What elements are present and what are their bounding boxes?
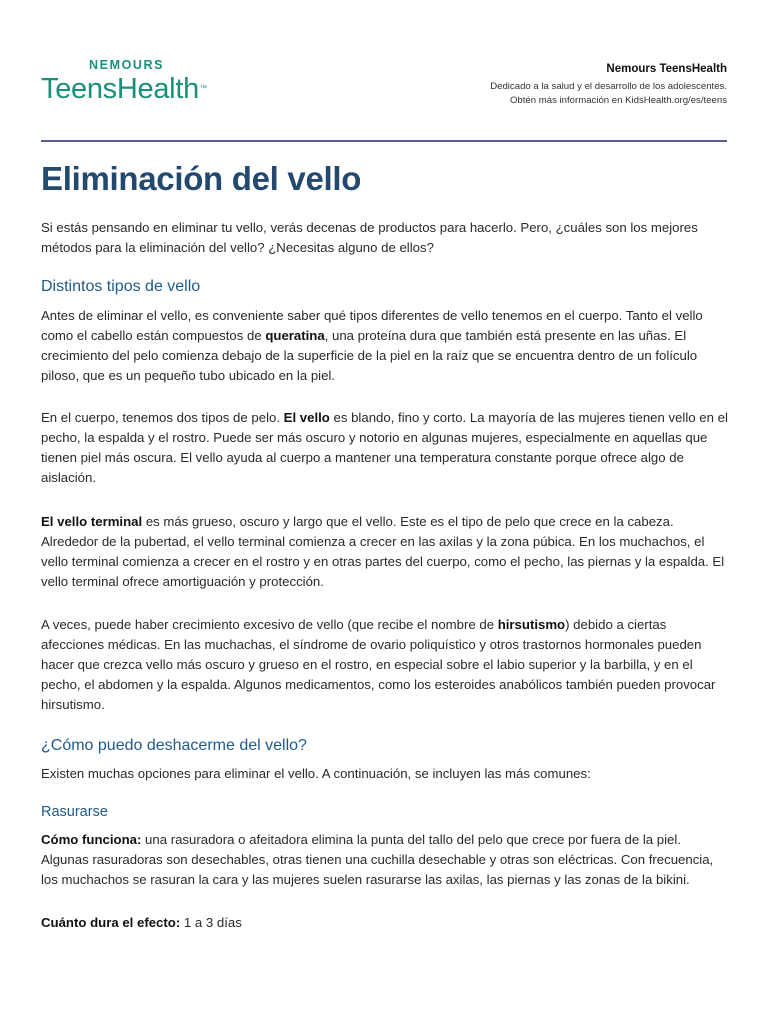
article: [41, 155, 731, 933]
term-vellus: El vello: [283, 410, 330, 425]
logo-nemours-text: NEMOURS: [89, 58, 165, 72]
label-how-it-works: Cómo funciona:: [41, 832, 142, 847]
paragraph-options: Existen muchas opciones para eliminar el vello. A continuación, se incluyen las más comunes:: [41, 766, 591, 781]
term-keratin: queratina: [265, 328, 325, 343]
logo-wordmark: TeensHealth: [41, 73, 199, 105]
paragraph-shaving-duration: Cuánto dura el efecto: 1 a 3 días: [41, 915, 242, 930]
paragraph-terminal: El vello terminal es más grueso, oscuro y largo que el vello. Este es el tipo de pelo que crece en la cabeza. Alrededor de la pubertad, el vello terminal comienza a crecer en las axilas y la zona púbica. En los muchachos, el vello terminal comienza a crecer en el rostro y en otras partes del cuerpo, como el pecho, las piernas y la espalda. El vello terminal ofrece amortiguación y protección.: [41, 514, 725, 589]
subheading-shaving: Rasurarse: [41, 804, 108, 820]
term-hirsutism: hirsutismo: [497, 617, 566, 632]
header-info: [347, 63, 727, 108]
intro-paragraph: Si estás pensando en eliminar tu vello, verás decenas de productos para hacerlo. Pero, ¿cuáles son los mejores métodos para la eliminación del vello? ¿Necesitas alguno de ellos?: [41, 220, 698, 255]
header-divider: [41, 140, 727, 142]
section-heading-removal: ¿Cómo puedo deshacerme del vello?: [41, 737, 307, 754]
paragraph-keratin: Antes de eliminar el vello, es conveniente saber qué tipos diferentes de vello tenemos en el cuerpo. Tanto el vello como el cabello están compuestos de queratina, una proteína dura que también está presente en las uñas. El crecimiento del pelo comienza debajo de la superficie de la piel en la raíz que se encuentra dentro de un folículo piloso, que es un pequeño tubo ubicado en la piel.: [41, 308, 703, 383]
paragraph-vellus: En el cuerpo, tenemos dos tipos de pelo. El vello es blando, fino y corto. La mayoría de las mujeres tienen vello en el pecho, la espalda y el rostro. Puede ser más oscuro y notorio en algunas mujeres, especialmente en aquellas que tienen piel más oscura. El vello ayuda al cuerpo a mantener una temperatura constante porque ofrece algo de aislación.: [41, 410, 728, 485]
tagline: Dedicado a la salud y el desarrollo de los adolescentes.: [490, 81, 727, 92]
page-title: Eliminación del vello: [41, 160, 362, 197]
org-name: Nemours TeensHealth: [606, 63, 727, 75]
section-heading-types: Distintos tipos de vello: [41, 278, 201, 295]
logo-trademark: ™: [199, 85, 207, 92]
term-terminal: El vello terminal: [41, 514, 143, 529]
teenshealth-logo: [41, 58, 207, 106]
paragraph-hirsutism: A veces, puede haber crecimiento excesivo de vello (que recibe el nombre de hirsutismo) debido a ciertas afecciones médicas. En las muchachas, el síndrome de ovario poliquístico y otros trastornos hormonales pueden hacer que crezca vello más oscuro y grueso en el rostro, en especial sobre el labio superior y la barbilla, y en el pecho, el abdomen y la espalda. Algunos medicamentos, como los esteroides anabólicos también pueden provocar hirsutismo.: [41, 617, 716, 712]
paragraph-shaving-how: Cómo funciona: una rasuradora o afeitadora elimina la punta del tallo del pelo que crece por fuera de la piel. Algunas rasuradoras son desechables, otras tienen una cuchilla desechable y otras son eléctricas. Con frecuencia, los muchachos se rasuran la cara y las mujeres suelen rasurarse las axilas, las piernas y las zonas de la bikini.: [41, 832, 714, 887]
more-info-link: Obtén más información en KidsHealth.org/es/teens: [509, 95, 727, 106]
label-duration: Cuánto dura el efecto:: [41, 915, 181, 930]
logo-teenshealth-text: [41, 72, 207, 106]
